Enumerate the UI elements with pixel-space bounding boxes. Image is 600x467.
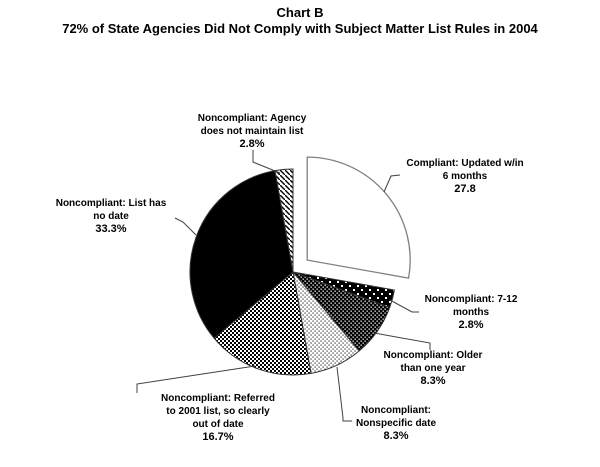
slice-label-noncompliant-7-12-months — [425, 293, 518, 332]
slice-percent-value: 2.8% — [239, 138, 265, 150]
slice-label-line: Noncompliant: — [361, 405, 431, 416]
slice-percent-value: 27.8 — [454, 183, 476, 195]
slice-percent-value: 33.3% — [95, 223, 127, 235]
slice-label-line: Noncompliant: Agency — [197, 113, 307, 124]
slice-label-noncompliant-nonspecific-date — [356, 404, 436, 443]
slice-label-line: months — [452, 307, 490, 318]
slice-label-line: Noncompliant: Referred — [161, 393, 275, 404]
slice-label-line: no date — [93, 211, 129, 222]
chart-title: Chart B — [276, 5, 324, 20]
slice-label-noncompliant-older-than-one-year — [384, 349, 483, 388]
slice-percent-value: 2.8% — [458, 319, 484, 331]
pie-slices-group — [190, 157, 410, 375]
slice-label-line: Compliant: Updated w/in — [406, 158, 524, 169]
slice-label-line: Noncompliant: List has — [55, 198, 167, 209]
slice-label-line: 6 months — [442, 171, 488, 182]
slice-label-noncompliant-agency-no-list — [198, 112, 307, 151]
leader-line-noncompliant-agency-no-list — [253, 150, 280, 173]
slice-label-line: to 2001 list, so clearly — [166, 406, 270, 417]
slice-label-line: Noncompliant: Older — [383, 350, 483, 361]
leader-line-compliant-updated-6mo — [384, 175, 400, 192]
chart-subtitle: 72% of State Agencies Did Not Comply with Subject Matter List Rules in 2004 — [62, 21, 538, 36]
leader-line-noncompliant-referred-2001-list — [137, 366, 255, 393]
slice-label-line: Noncompliant: 7-12 — [424, 294, 518, 305]
slice-label-line: out of date — [192, 419, 244, 430]
slice-percent-value: 8.3% — [383, 430, 409, 442]
slice-label-line: does not maintain list — [200, 126, 304, 137]
slice-label-noncompliant-referred-2001-list — [161, 392, 275, 444]
slice-label-line: Nonspecific date — [355, 418, 437, 429]
leader-line-noncompliant-older-than-one-year — [374, 333, 430, 350]
slice-label-noncompliant-list-has-no-date — [56, 197, 167, 236]
leader-line-noncompliant-nonspecific-date — [337, 367, 352, 421]
leader-line-noncompliant-7-12-months — [390, 300, 419, 312]
slice-label-line: than one year — [400, 363, 466, 374]
slice-label-compliant-updated-6mo — [406, 157, 523, 196]
slice-percent-value: 16.7% — [202, 431, 234, 443]
slice-percent-value: 8.3% — [420, 375, 446, 387]
leader-line-noncompliant-list-has-no-date — [175, 218, 196, 235]
